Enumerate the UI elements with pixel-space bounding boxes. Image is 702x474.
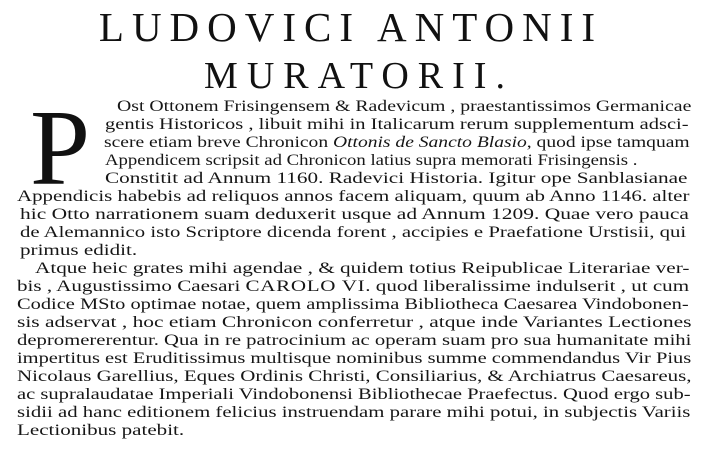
text-line: Constitit ad Annum 1160. Radevici Historia. Igitur ope Sanblasianae — [105, 170, 688, 187]
text-line: impertitus est Eruditissimus multisque nominibus summe commendandus Vir Pius — [17, 350, 692, 367]
author-name-line-1: LUDOVICI ANTONII — [98, 4, 604, 50]
text-line: primus edidit. — [20, 242, 138, 259]
text-line: Atque heic grates mihi agendae , & quidem totius Reipublicae Literariae ver- — [35, 260, 690, 277]
text-line: Codice MSto optimae notae, quem amplissima Bibliotheca Caesarea Vindobonen- — [17, 296, 689, 313]
italic-title: Ottonis de Sancto Blasio — [332, 134, 527, 151]
text-line: gentis Historicos , libuit mihi in Italicarum rerum supplementum adsci- — [105, 116, 689, 133]
text-line: Ost Ottonem Frisingensem & Radevicum , praestantissimos Germanicae — [117, 98, 692, 115]
text-line: depromererentur. Qua in re patrocinium ac operam suam pro sua humanitate mihi — [17, 332, 692, 349]
text-line: Appendicem scripsit ad Chronicon latius supra memorati Frisingensis . — [105, 152, 638, 169]
text-segment: , quod ipse tamquam — [526, 134, 690, 151]
text-line — [17, 278, 689, 296]
text-line — [104, 134, 690, 152]
text-segment: bis , Augustissimo Caesari — [17, 278, 246, 295]
drop-cap-initial: P — [30, 89, 91, 208]
text-line: Lectionibus patebit. — [17, 422, 185, 439]
text-line: de Alemannico isto Scriptore dicenda forent , accipies e Praefatione Urstisii, qui — [20, 224, 687, 241]
emperor-name: CAROLO VI — [245, 278, 366, 295]
text-line: hic Otto narrationem suam deduxerit usque ad Annum 1209. Quae vero pauca — [20, 206, 689, 223]
text-line: sidii ad hanc editionem felicius instruendam parare mihi potui, in subjectis Variis — [17, 404, 691, 421]
text-line: Nicolaus Garellius, Eques Ordinis Christi, Consiliarius, & Archiatrus Caesareus, — [17, 368, 692, 385]
author-name-line-2: MURATORII. — [204, 55, 514, 97]
text-line: Appendicis habebis ad reliquos annos facem aliquam, quum ab Anno 1146. alter — [17, 188, 690, 205]
text-line: ac supralaudatae Imperiali Vindobonensi Bibliothecae Praefectus. Quod ergo sub- — [17, 386, 691, 403]
text-segment: . quod liberalissime indulserit , ut cum — [365, 278, 690, 295]
text-line: sis adservat , hoc etiam Chronicon conferretur , atque inde Variantes Lectiones — [17, 314, 692, 331]
text-segment: scere etiam breve Chronicon — [104, 134, 333, 151]
